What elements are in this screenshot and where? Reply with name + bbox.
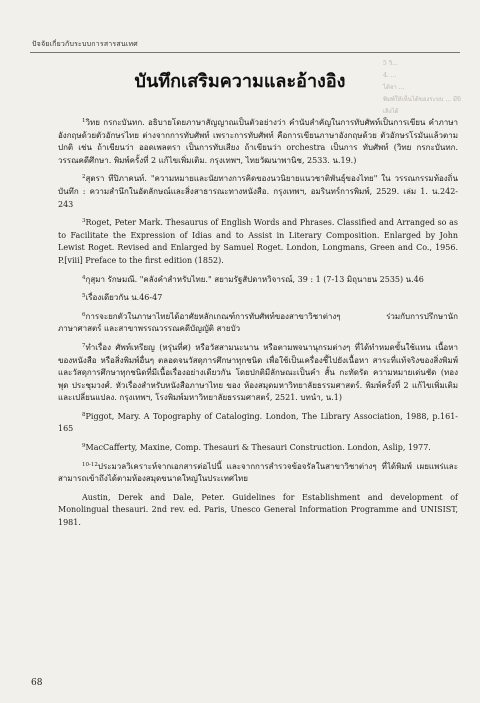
bleed-line: 5 วิ... bbox=[383, 60, 398, 67]
running-head: ปัจจัยเกี่ยวกับระบบการสารสนเทศ bbox=[32, 40, 138, 48]
reference-text: ทำเรื่อง ศัพท์เหรียญ (หรุ่นที่ศ) หรือวัสสามนะนาน หรือตามพจนานุกรมต่างๆ ที่ได้ทำหมดขั้นใช้แทน เนื้อหาของหนังสือ หรือสิ่งพิมพ์อื่นๆ ตลอดจนวัสดุการศึกษาทุกชนิด เพื่อใช้เป็นเครื่องชี้ไปยังเนื้อหา สาระที่แท้จริงของสิ่งพิมพ์และวัสดุการศึกษาทุกชนิดที่มีเนื้อเรื่องอย่างเดียวกัน โดยปกติมีลักษณะเป็นคำ สั้น กะทัดรัด ความหมายเด่นชัด (ทองพุด ประชุมวงศ์. หัวเรื่องสำหรับหนังสือภาษาไทย ของ ห้องสมุดมหาวิทยาลัยธรรมศาสตร์. พิมพ์ครั้งที่ 2 แก้ไขเพิ่มเติมและเปลี่ยนแปลง. กรุงเทพฯ, โรงพิมพ์มหาวิทยาลัยธรรมศาสตร์, 2521. บทนำ, น.1) bbox=[58, 342, 458, 403]
reference-entry bbox=[58, 309, 458, 336]
header-rule bbox=[30, 52, 460, 53]
reference-text: สุตรา ทีปิภาคนท์. "ความหมายและนัยทางการคิดของนวนิยายแนวชาติพันธุ์ของไทย" ใน วรรณกรรมท้องถิ่นบันทึก : ความสำนึกในอัตลักษณ์และสิ่งสาธารณะทางหนังสือ. กรุงเทพฯ, อมรินทร์การพิมพ์, 2529. เล่ม 1. น.242-243 bbox=[58, 174, 458, 209]
reference-text: วิทย กรกะบันทก. อธิบายโดยภาษาสัญญาณเป็นตัวอย่างว่า คำนับสำคัญในการทับศัพท์เป็นการเขียน คำภาษาอังกฤษด้วยตัวอักษรไทย ต่างจากการทับศัพท์ เพราะการทับศัพท์ คือการเขียนภาษาอังกฤษด้วย ตัวอักษรโรมันแล้วตามปกติ เช่น ถ้าเขียนว่า ออดเพลตรา เป็นการทับเสียง ถ้าเขียนว่า orchestra เป็นการ ทับศัพท์ (วิทย กรกะบันทก. วรรณคดีศึกษา. พิมพ์ครั้งที่ 2 แก้ไขเพิ่มเติม. กรุงเทพฯ, ไทยวัฒนาพานิช, 2533. น.19.) bbox=[58, 118, 458, 165]
reference-number: 8 bbox=[82, 411, 86, 418]
reference-entry bbox=[58, 340, 458, 405]
reference-number: 2 bbox=[82, 174, 86, 181]
reference-number: 6 bbox=[82, 311, 86, 318]
reference-number: 1 bbox=[82, 118, 86, 124]
reference-entry bbox=[58, 490, 458, 530]
reference-text: Austin, Derek and Dale, Peter. Guidelines for Establishment and development of Monolingual thesauri. 2nd rev. ed. Paris, Unesco General Information Programme and UNISIST, 1981. bbox=[58, 492, 458, 528]
reference-text: Piggot, Mary. A Topography of Cataloging. London, The Library Association, 1988, p.161-165 bbox=[58, 411, 458, 434]
reference-number: 7 bbox=[82, 342, 86, 349]
bleed-line: พิมพ์ให้เห็นได้ของระบบ ... มีบิเลิงได้ bbox=[383, 96, 461, 115]
reference-entry bbox=[58, 409, 458, 436]
reference-number: 3 bbox=[82, 218, 86, 225]
page-title: บันทึกเสริมความและอ้างอิง bbox=[134, 71, 346, 92]
reference-number: 10-12 bbox=[82, 461, 98, 468]
reference-entry bbox=[58, 290, 458, 305]
bleed-line: ได้จา ... bbox=[383, 84, 405, 91]
reference-entry bbox=[58, 459, 458, 486]
reference-text: MacCafferty, Maxine, Comp. Thesauri & Thesauri Construction. London, Aslip, 1977. bbox=[85, 443, 431, 453]
reference-text: Roget, Peter Mark. Thesaurus of English Words and Phrases. Classified and Arranged so as to Facilitate the Expression of Idias and to Assist in Literary Composition. Enlarged by John Lewist Roget. Revised and Enlarged by Samuel Roget. London, Longmans, Green and Co., 1956. P.[viii] Preface to the first edition (1852). bbox=[58, 218, 458, 265]
reference-text: เรื่องเดียวกัน น.46-47 bbox=[85, 293, 163, 303]
reference-number: 9 bbox=[82, 443, 86, 450]
reference-text: การจะยกตัวในภาษาไทยได้อาศัยหลักเกณฑ์การทับศัพท์ของสาขาวิชาต่างๆ ร่วมกับการปรึกษานักภาษาศาสตร์ และสาขาพรรณวรรณคดีบัญญัติ สายบัว bbox=[58, 311, 458, 334]
page-number: 68 bbox=[31, 678, 43, 688]
reference-number: 4 bbox=[82, 274, 86, 281]
bleed-line: 4. ... bbox=[383, 72, 397, 79]
reference-entry bbox=[58, 272, 458, 287]
reference-number: 5 bbox=[82, 293, 86, 300]
reference-entry bbox=[58, 115, 458, 167]
reference-text: กุสุมา รักษมณี. "คลังคำสำหรับไทย." สยามรัฐสัปดาหวิจารณ์, 39 : 1 (7-13 มิถุนายน 2535) น.46 bbox=[85, 274, 424, 284]
references-list bbox=[58, 115, 458, 534]
reference-entry bbox=[58, 440, 458, 455]
reference-entry bbox=[58, 215, 458, 267]
reference-text: ประมวลวิเคราะห์จากเอกสารต่อไปนี้ และจากการสำรวจข้อจรัลในสาขาวิชาต่างๆ ที่ได้พิมพ์ เผยแพร่และสามารถเข้าถึงได้ตามห้องสมุดขนาดใหญ่ในประเทศไทย bbox=[58, 461, 458, 484]
reference-entry bbox=[58, 171, 458, 211]
